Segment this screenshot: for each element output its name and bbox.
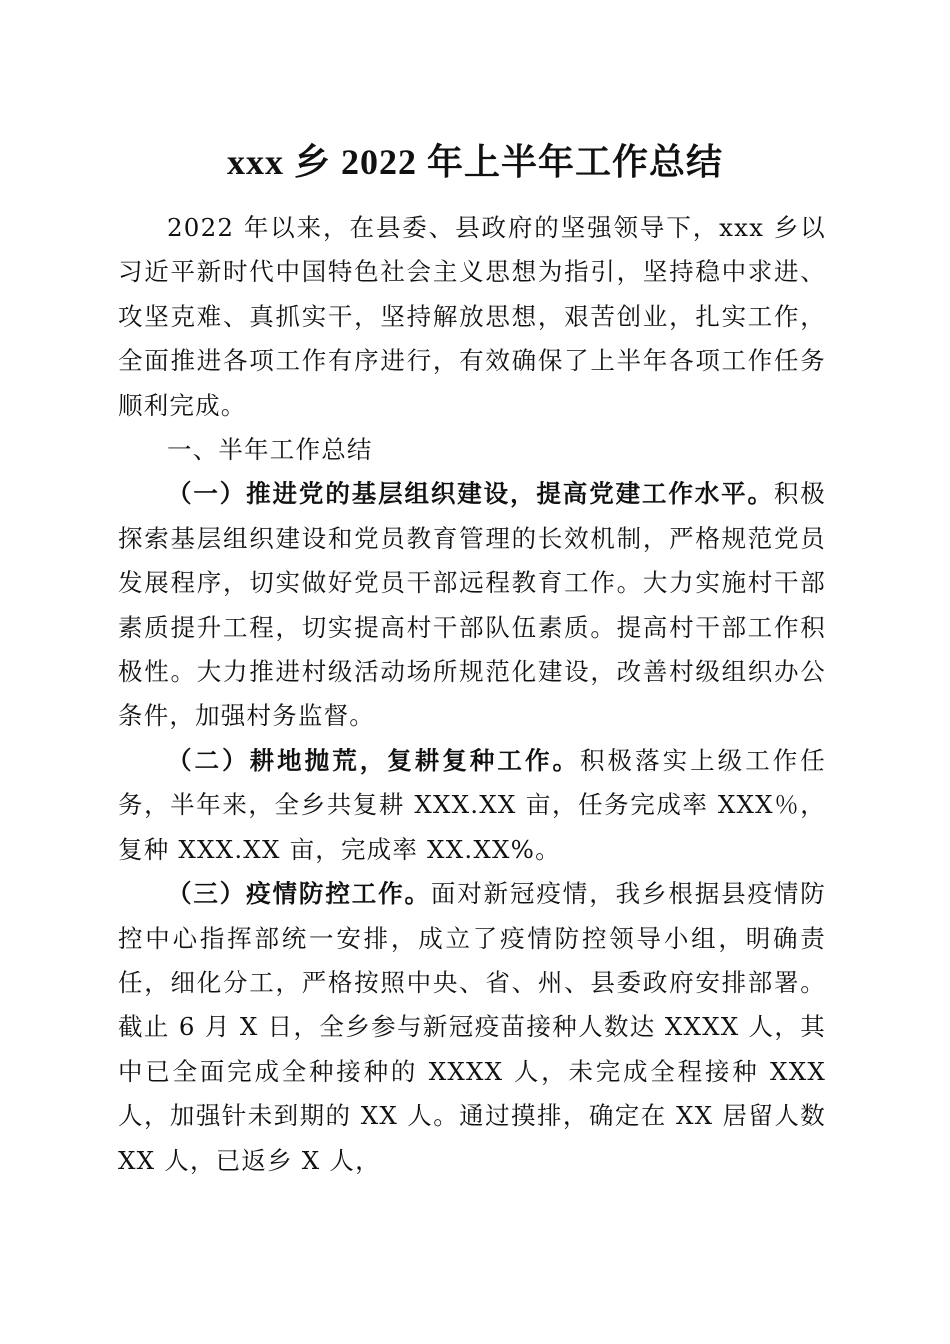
document-body	[118, 206, 826, 1183]
intro-paragraph: 2022 年以来，在县委、县政府的坚强领导下，xxx 乡以习近平新时代中国特色社会主义思想为指引，坚持稳中求进、攻坚克难、真抓实干，坚持解放思想，艰苦创业，扎实工作，全面推进各项工作有序进行，有效确保了上半年各项工作任务顺利完成。	[118, 213, 826, 420]
page-title: xxx 乡 2022 年上半年工作总结	[226, 142, 723, 182]
item-text: 面对新冠疫情，我乡根据县疫情防控中心指挥部统一安排，成立了疫情防控领导小组，明确责任，细化分工，严格按照中央、省、州、县委政府安排部署。截止 6 月 X 日，全乡参与新冠疫苗接种人数达 XXXX 人，其中已全面完成全种接种的 XXXX 人，未完成全程接种 XXX 人，加强针未到期的 XX 人。通过摸排，确定在 XX 居留人数 XX 人，已返乡 X 人，	[118, 879, 826, 1175]
item-lead: （三）疫情防控工作。	[167, 879, 431, 909]
item-lead: （二）耕地抛荒，复耕复种工作。	[167, 745, 581, 775]
section-heading: 一、半年工作总结	[167, 435, 373, 465]
item-paragraph-3	[118, 872, 826, 1183]
item-lead: （一）推进党的基层组织建设，提高党建工作水平。	[167, 479, 774, 509]
item-paragraph-1	[118, 472, 826, 738]
item-text: 积极探索基层组织建设和党员教育管理的长效机制，严格规范党员发展程序，切实做好党员干部远程教育工作。大力实施村干部素质提升工程，切实提高村干部队伍素质。提高村干部工作积极性。大力推进村级活动场所规范化建设，改善村级组织办公条件，加强村务监督。	[118, 479, 826, 731]
item-paragraph-2	[118, 739, 826, 872]
item-text: 积极落实上级工作任务，半年来，全乡共复耕 XXX.XX 亩，任务完成率 XXX％，复种 XXX.XX 亩，完成率 XX.XX%。	[118, 745, 826, 864]
